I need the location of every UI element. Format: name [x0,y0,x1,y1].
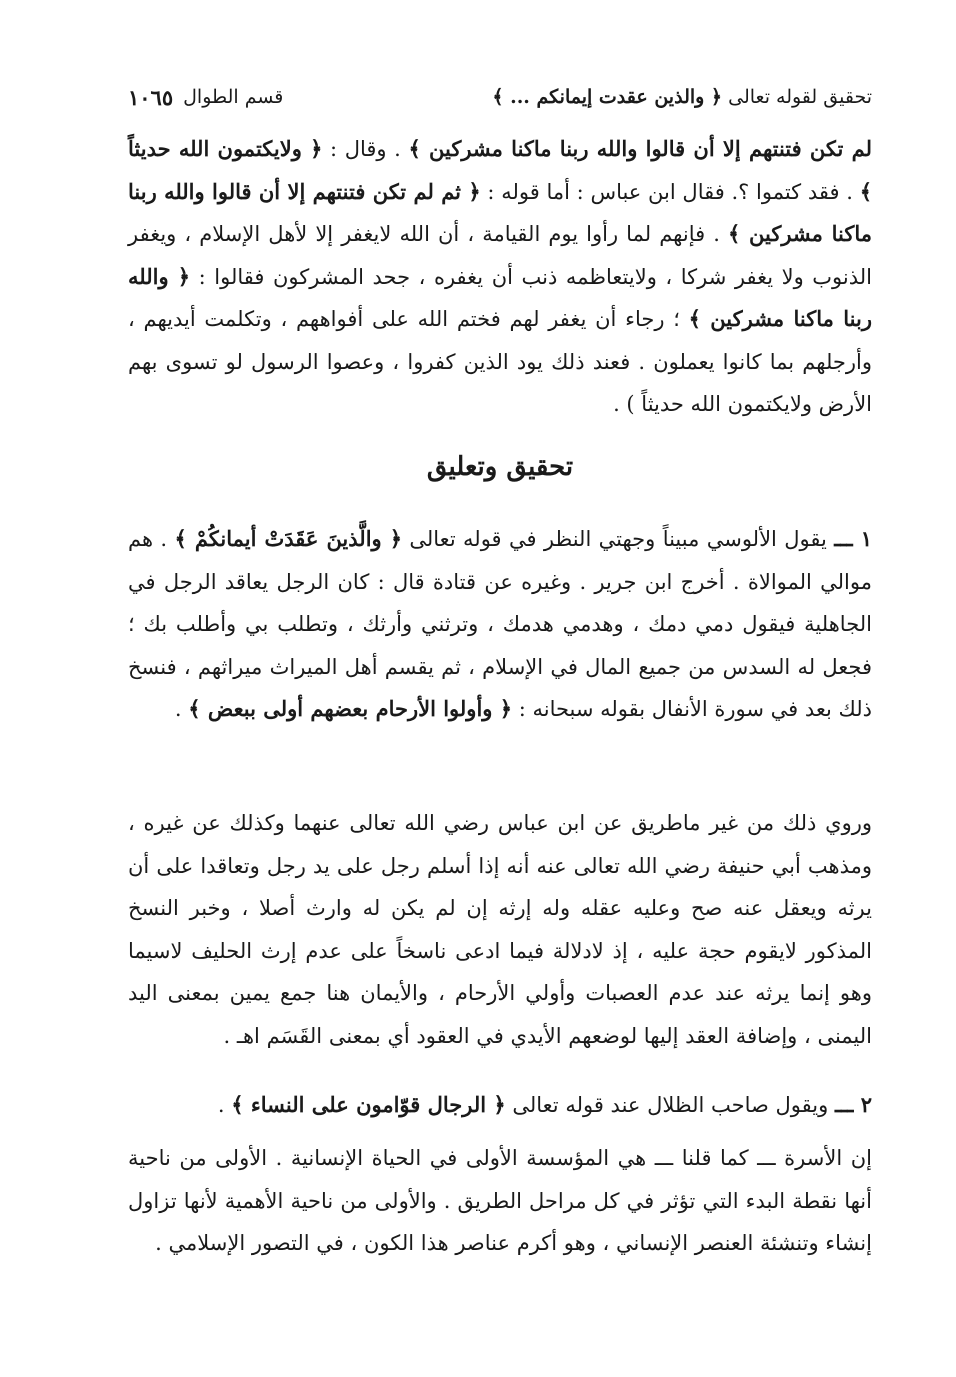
verse-quote: ﴿ والَّذينَ عَقَدَتْ أيمانكُمْ ﴾ [174,526,402,551]
text-run: يقول الألوسي مبيناً وجهتي النظر في قوله تعالى [402,527,835,551]
text-run: . هم موالي الموالاة . أخرج ابن جرير . وغيره عن قتادة قال : كان الرجل يعاقد الرجل في الجاهلية فيقول دمي دمك ، وهدمي هدمك ، وترثني وأرثك ، وتطلب بي وأطلب بك ؛ فجعل له السدس من جميع المال في الإسلام ، ثم يقسم أهل الميراث ميراثهم ، فنسخ ذلك بعد في سورة الأنفال بقوله سبحانه : [128,527,872,721]
text-run: . وقال : [322,137,409,161]
text-run: . فقد كتموا ؟. فقال ابن عباس : أما قوله : [480,179,860,204]
verse-quote: ﴿ وأولوا الأرحام بعضهم أولى ببعض ﴾ [188,696,513,721]
paragraph-family: إن الأسرة ـــ كما قلنا ـــ هي المؤسسة الأولى في الحياة الإنسانية . الأولى من ناحية أنها نقطة البدء التي تؤثر في كل مراحل الطريق . والأولى من ناحية الأهمية لأنها تزاول إنشاء وتنشئة العنصر الإنساني ، وهو أكرم عناصر هذا الكون ، في التصور الإسلامي . [128,1146,872,1255]
running-title-verse: ﴿ والذين عقدت إيمانكم ... ﴾ [492,86,723,108]
text-run: . فإنهم لما رأوا يوم القيامة ، أن الله لايغفر إلا لأهل الإسلام ، ويغفر الذنوب ولا يغفر شركا ، ولايتعاظمه ذنب أن يغفره ، جحد المشركون فقالوا : [128,222,872,289]
section-name: قسم الطوال [183,86,284,108]
paragraph-ibn-abbas [128,128,872,426]
running-title [492,86,872,108]
verse-quote: ﴿ ولايكتمون الله حديثاً ﴾ [128,136,872,204]
paragraph-zilal-intro [128,1084,872,1127]
header-left [128,85,283,110]
verse-quote: ﴿ والله ربنا ماكنا مشركين ﴾ [128,263,872,331]
book-page [128,0,872,1377]
text-run: ؛ رجاء أن يغفر لهم فختم الله على أفواههم ، وتكلمت أيديهم ، وأرجلهم بما كانوا يعملون . فعند ذلك يود الذين كفروا ، وعصوا الرسول لو تسوى بهم الأرض ولايكتمون الله حديثاً ) . [128,307,872,416]
page-header [128,82,872,112]
verse-quote: لم تكن فتنتهم إلا أن قالوا والله ربنا ماكنا مشركين ﴾ [408,136,872,161]
running-title-prefix: تحقيق لقوله تعالى [728,86,872,108]
paragraph-alusi [128,518,872,731]
verse-quote: ﴿ ثم لم تكن فتنتهم إلا أن قالوا والله ربنا ماكنا مشركين ﴾ [128,178,872,246]
section-heading: تحقيق وتعليق [426,452,574,482]
text-run: ويقول صاحب الظلال عند قوله تعالى [505,1093,835,1117]
item-number: ١ ـــ [834,526,872,551]
text-run: . [217,1093,232,1117]
verse-quote: ﴿ الرجال قوّامون على النساء ﴾ [231,1092,506,1117]
item-number: ٢ ـــ [834,1092,872,1117]
paragraph-hanafi: وروي ذلك من غير ماطريق عن ابن عباس رضي الله تعالى عنهما وكذلك عن غيره ، ومذهب أبي حنيفة رضي الله تعالى عنه أنه إذا أسلم رجل على يد رجل وتعاقدا على أن يرثه ويعقل عنه صح وعليه عقله وله إرثه إن لم يكن له وارث أصلا ، وخبر النسخ المذكور لايقوم حجة عليه ، إذ لادلالة فيما ادعى ناسخاً على عدم إرث الحليف لاسيما وهو إنما يرثه عند عدم العصبات وأولي الأرحام ، والأيمان هنا جمع يمين بمعنى اليد اليمنى ، وإضافة العقد إليها لوضعهم الأيدي في العقود أي بمعنى القَسَم اهـ . [128,811,872,1048]
page-number: ١٠٦٥ [128,84,174,110]
text-run: . [174,697,189,721]
